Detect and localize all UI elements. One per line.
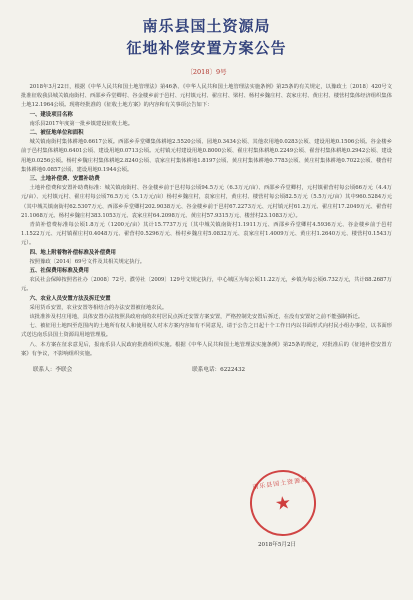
seal-star-icon: ★ [273,491,293,515]
section-2-heading: 二、被征地单位和面积 [29,130,84,137]
contact-person: 联系人：李联会 [33,367,73,374]
doc-title-line1: 南乐县国土资源局 [142,17,271,35]
section-5-text: 农民社会保障按照省社办〔2008〕72号、濮劳社〔2009〕129号文规定执行，中心城区为每公顷11.22万元，乡镇为每公顷6.732万元，共计88.2687万元。 [21,277,392,293]
contact-phone [192,365,245,373]
section-4-text: 按照豫政〔2014〕69号文件及其相关规定执行。 [29,258,146,265]
intro-paragraph: 2018年3月22日，根据《中华人民共和国土地管理法》第46条、《中华人民共和国土地管理法实施条例》第25条的有关规定，以豫政土〔2018〕420号文批准征收我县城关镇南街村、西邵乡乔堂卿村、谷金楼乡前于邑村、元村镇元村、翟庄村、梁村、杨村乡魏庄村、袁家庄村、黄庄村、楼营村集体经济组织集体土地12.1964公顷。现将经批准的《征收土地方案》的内容和有关事项公告如下： [21,84,392,109]
section-3-heading: 三、土地补偿费、安置补助费 [29,176,100,183]
section-1-heading: 一、建设项目名称 [29,111,73,118]
section-3-text-2: 青苗补偿费标准每公顷1.8万元（1200元/亩）其计15.7737万元（其中城关镇南街村1.1911万元、西邵乡乔堂卿村4.5936万元、谷金楼乡前于邑村1.1522万元、元村镇翟庄村0.4048万元、翟营村0.5296万元、杨村乡魏庄村5.0832万元、袁家庄村1.4009万元、黄庄村1.2640万元、楼营村0.1543万元）。 [21,222,392,247]
section-2-text: 城关镇南街村集体耕地0.6617公顷。西邵乡乔堂卿集体耕地2.5520公顷、园地0.3434公顷、其他农用地0.0283公顷、建设用地0.1506公顷。谷金楼乡前于邑村集体耕地0.6401公顷、建设用地0.0713公顷。元村镇元村建设用地0.8000公顷、翟庄村集体耕地0.2249公顷、翟营村集体耕地0.2942公顷、建设用地0.0256公顷。杨村乡魏庄村集体耕地2.8240公顷、袁家庄村集体耕地1.8197公顷、黄庄村集体耕地0.7783公顷、黄庄村集体耕地0.7022公顷、楼营村集体耕地0.0857公顷、建设用地0.1944公顷。 [21,139,392,173]
section-7-text: 七、被征用土地四至范围内的土地所有权人和使用权人对本方案内容如有不同意见，请于公告之日起十个工作日内以书面形式向村民小组办事位，以书面形式送达南乐县国土资源局用地管理股。 [21,323,392,339]
phone-number: 6222432 [220,367,246,374]
section-6-heading: 六、农业人员安置方法及拆迁安置 [29,295,111,302]
section-4-heading: 四、地上附着物补偿标准及补偿费用 [29,249,116,256]
signing-date: 2018年5月2日 [258,542,297,548]
doc-title-line2: 征地补偿安置方案公告 [126,39,287,57]
section-1-text: 南乐县2017年度第一批乡镇建设征收土地。 [29,120,133,127]
section-6-text-1: 采用货币安置，农业安置等相结合的办法安置被征地农民。 [29,304,168,311]
section-3-text-1: 土地补偿费和安置补助费标准：城关镇南街村、谷金楼乡前于邑村每公顷94.5万元（6.3万元/亩）、西邵乡乔堂卿村，元村镇翟营村每公顷66万元（4.4万元/亩）、元村镇元村、翟庄村每公顷76.5万元（5.1万元/亩）杨村乡魏庄村，袁家庄村，黄庄村、楼营村每公顷82.5万元（5.5万元/亩）其中960.5284万元（其中城关镇南街村62.5307万元、西邵乡乔堂卿村202.9038万元、谷金楼乡前于邑村67.2273万元、元村镇元村61.2万元、翟庄村17.2049万元、翟营村21.1068万元、杨村乡魏庄村383.1053万元、袁家庄村64.2098万元、黄庄村57.9315万元、楼营村23.1083万元）。 [21,185,392,219]
phone-label: 联系电话： [192,367,221,374]
contact-line [21,365,392,373]
section-8-text: 八、本方案在征求意见后，报南乐县人民政府批准组织实施。根据《中华人民共和国土地管理法实施条例》第25条的规定，对批准后的《征地补偿安置方案》有争议，不影响组织实施。 [21,341,392,357]
document-body [21,83,392,359]
official-seal [246,466,321,541]
document-number: 〔2018〕9号 [186,68,227,76]
section-5-heading: 五、社保费用标准及费用 [29,268,89,275]
section-6-text-2: 该批准涉及村庄用地，具体安置办法按照县政府南的农村居民点拆迁安置方案安置，严格控制先安置后拆迁，在没有安置好之前不能强制拆迁。 [29,314,364,321]
seal-text: 南乐县国土资源局 [252,476,309,492]
